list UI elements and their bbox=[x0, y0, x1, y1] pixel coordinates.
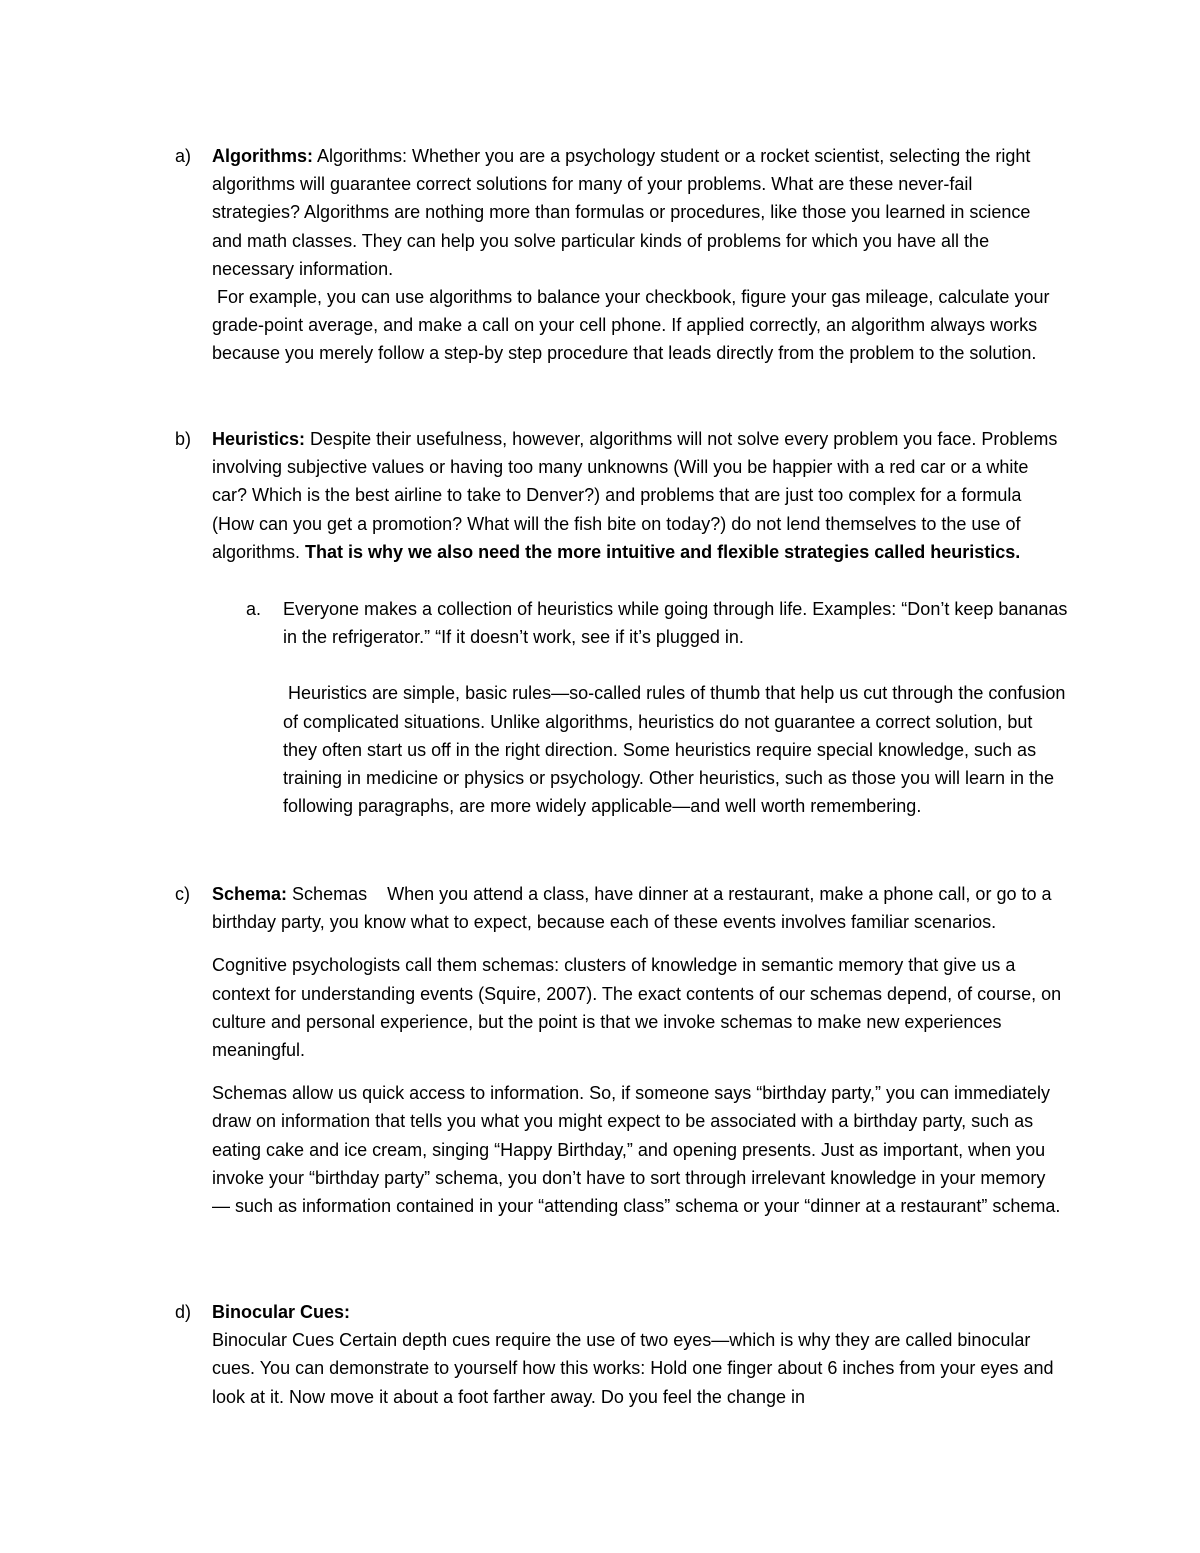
term-heading: Binocular Cues: bbox=[212, 1302, 351, 1322]
list-marker: c) bbox=[175, 884, 190, 904]
list-marker: a) bbox=[175, 146, 192, 166]
sub-list-marker: a. bbox=[246, 599, 262, 619]
list-item-content bbox=[212, 1298, 1062, 1411]
paragraph-text: Schemas When you attend a class, have dinner at a restaurant, make a phone call, or go to a birthday party, you know what to expect, because each of these events involves familiar scenarios. bbox=[212, 884, 1057, 933]
paragraph-text: Despite their usefulness, however, algorithms will not solve every problem you face. Problems involving subjective values or having too many unknowns (Will you be happier with a red car or a white car? Which is the best airline to take to Denver?) and problems that are just too complex for a formula (How can you get a promotion? What will the fish bite on today?) do not lend themselves to the use of algorithms. bbox=[212, 429, 1058, 562]
paragraph bbox=[212, 425, 1062, 566]
list-item-content bbox=[212, 425, 1062, 566]
list-marker: b) bbox=[175, 429, 192, 449]
term-heading: Algorithms: bbox=[212, 146, 313, 166]
term-heading: Heuristics: bbox=[212, 429, 306, 449]
list-item-content bbox=[212, 142, 1062, 368]
paragraph: Heuristics are simple, basic rules—so-called rules of thumb that help us cut through the confusion of complicated situations. Unlike algorithms, heuristics do not guarantee a correct solution, but they often start us off in the right direction. Some heuristics require special knowledge, such as training in medicine or physics or psychology. Other heuristics, such as those you will learn in the following paragraphs, are more widely applicable—and well worth remembering. bbox=[283, 683, 1071, 817]
sub-list-content bbox=[283, 595, 1071, 820]
paragraph bbox=[212, 142, 1062, 283]
term-heading: Schema: bbox=[212, 884, 288, 904]
paragraph bbox=[212, 880, 1062, 936]
paragraph: Binocular Cues Certain depth cues require the use of two eyes—which is why they are called binocular cues. You can demonstrate to yourself how this works: Hold one finger about 6 inches from your eyes and look at it. Now move it about a foot farther away. Do you feel the change in bbox=[212, 1330, 1054, 1407]
paragraph-text: Algorithms: Whether you are a psychology student or a rocket scientist, selecting the right algorithms will guarantee correct solutions for many of your problems. What are these never-fail strategies? Algorithms are nothing more than formulas or procedures, like those you learned in science and math classes. They can help you solve particular kinds of problems for which you have all the necessary information. bbox=[212, 146, 1031, 279]
list-marker: d) bbox=[175, 1302, 192, 1322]
list-item-content bbox=[212, 880, 1062, 1220]
paragraph: For example, you can use algorithms to balance your checkbook, figure your gas mileage, calculate your grade-point average, and make a call on your cell phone. If applied correctly, an algorithm always works because you merely follow a step-by step procedure that leads directly from the problem to the solution. bbox=[212, 287, 1055, 364]
emphasis-text: That is why we also need the more intuitive and flexible strategies called heuristics. bbox=[305, 541, 1021, 562]
paragraph: Everyone makes a collection of heuristics while going through life. Examples: “Don’t keep bananas in the refrigerator.” “If it doesn’t work, see if it’s plugged in. bbox=[283, 599, 1068, 648]
paragraph: Cognitive psychologists call them schemas: clusters of knowledge in semantic memory that give us a context for understanding events (Squire, 2007). The exact contents of our schemas depend, of course, on culture and personal experience, but the point is that we invoke schemas to make new experiences meaningful. bbox=[212, 955, 1062, 1061]
paragraph: Schemas allow us quick access to information. So, if someone says “birthday party,” you can immediately draw on information that tells you what you might expect to be associated with a birthday party, such as eating cake and ice cream, singing “Happy Birthday,” and opening presents. Just as important, when you invoke your “birthday party” schema, you don’t have to sort through irrelevant knowledge in your memory— such as information contained in your “attending class” schema or your “dinner at a restaurant” schema. bbox=[212, 1083, 1061, 1217]
